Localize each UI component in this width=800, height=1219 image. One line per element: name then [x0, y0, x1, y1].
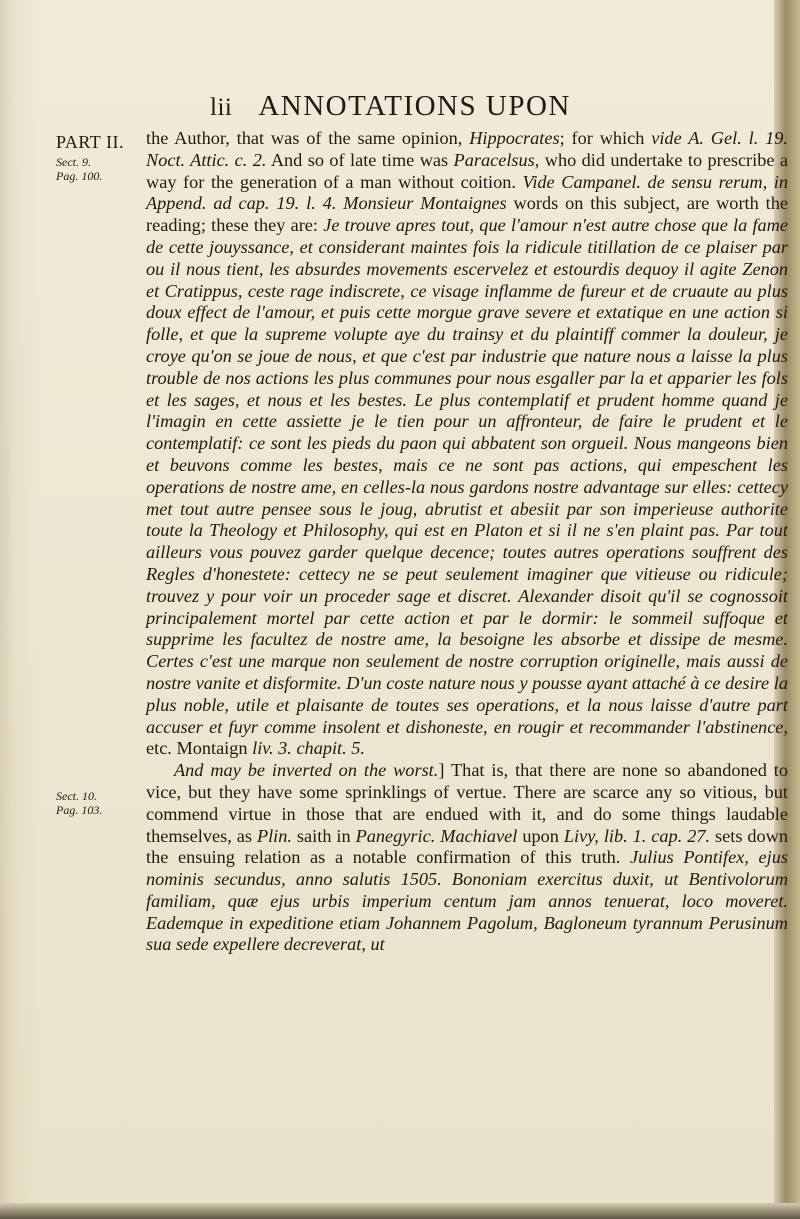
margin-sect-9: Sect. 9.	[56, 155, 91, 170]
margin-sect-10: Sect. 10.	[56, 789, 97, 803]
italic-run: And may be inverted on the worst.	[174, 760, 439, 781]
latin-quotation: Julius Pontifex, ejus nominis secundus, anno salutis 1505. Bononiam exercitus duxit, ut Bentivolorum familiam, quæ ejus urbis imperium centum jam annos tenuerat, loco moveret. Eademque in expeditione etiam Johannem Pagolum, Bagloneum tyrannum Perusinum sua sede expellere decreverat, ut	[146, 847, 788, 955]
italic-run: Plin.	[256, 825, 292, 846]
page-header	[210, 90, 640, 123]
text-run: And so of late time was	[266, 149, 454, 170]
body-text	[146, 128, 788, 956]
running-title: ANNOTATIONS UPON	[258, 90, 571, 122]
italic-run: Paracelsus	[453, 149, 535, 170]
italic-run: liv. 3. chapit. 5.	[252, 738, 365, 759]
text-run: ; for which	[559, 128, 652, 148]
margin-part-label: PART II.	[56, 132, 124, 152]
italic-run: Livy, lib. 1. cap. 27.	[563, 825, 711, 846]
paragraph-2	[146, 760, 788, 956]
margin-notes	[56, 132, 146, 818]
text-run: words on this subject, are worth the reading; these they are:	[146, 193, 788, 236]
page-bottom-shadow	[0, 1203, 800, 1219]
french-quotation: Je trouve apres tout, que l'amour n'est autre chose que la fame de cette jouyssance, et considerant maintes fois la ridicule titillation de ce plaiser par ou il nous tient, les absurdes movements escervelez et estourdis dequoy il agite Zenon et Cratippus, ceste rage indiscrete, ce visage inflamme de fureur et de cruaute au plus doux effect de l'amour, et puis cette morgue grave severe et extatique en une action si folle, et que la supreme volupte aye du trainsy et du plaintiff commer la douleur, je croye qu'on se joue de nous, et que c'est par industrie que nature nous a laisse la plus trouble de nos actions les plus communes pour nous esgaller par la et apparier les fols et les sages, et nous et les bestes. Le plus contemplatif et prudent homme quand je l'imagin en cette assiette je le tien pour un affronteur, de faire le prudent et le contemplatif: ce sont les pieds du paon qui abbatent son orgueil. Nous mangeons bien et beuvons comme les bestes, mais ce ne sont pas actions, qui empeschent les operations de nostre ame, en celles-la nous gardons nostre advantage sur elles: cettecy met tout autre pensee sous le joug, abrutist et abesiit par son imperieuse authorite toute la Theology et Philosophy, qui est en Platon et si il ne s'en plaint pas. Par tout ailleurs vous pouvez garder quelque decence; toutes autres operations souffrent des Regles d'honestete: cettecy ne se peut seulement imaginer que vitieuse ou ridicule; trouvez y pour voir un proceder sage et discret. Alexander disoit qu'il se cognossoit principalement mortel par cette action et par le dormir: le sommeil suffoque et supprime les facultez de nostre ame, la besoigne les absorbe et dissipe de mesme. Certes c'est une marque non seulement de nostre corruption originelle, mais aussi de nostre vanite et disformite. D'un coste nature nous y pousse ayant attaché à ce desire la plus noble, utile et plaisante de toutes ses operations, et la nous laisse d'autre part accuser et fuyr comme insolent et dishoneste, en rougir et recommander l'abstinence,	[146, 215, 789, 737]
margin-pag-100: Pag. 100.	[56, 169, 103, 184]
italic-run: Vide Campanel. de sensu rerum, in Append. ad cap. 19. l. 4. Monsieur Montaignes	[146, 171, 788, 214]
italic-run: Panegyric. Machiavel	[355, 825, 518, 846]
text-run: etc. Montaign	[146, 738, 253, 759]
text-run: the Author, that was of the same opinion,	[146, 128, 470, 148]
text-run: sets down the ensuing relation as a notable confirmation of this truth.	[146, 825, 789, 868]
page-number: lii	[210, 94, 233, 121]
margin-pag-103: Pag. 103.	[56, 803, 103, 818]
paragraph-1	[146, 128, 788, 760]
italic-run: Hippocrates	[469, 128, 560, 148]
text-run: ] That is, that there are none so abandoned to vice, but they have some sprinklings of vertue. There are scarce any so vitious, but commend virtue in those that are endued with it, and do some things laudable themselves, as	[146, 760, 788, 846]
text-run: upon	[517, 825, 564, 846]
text-run: saith in	[291, 825, 356, 846]
italic-run: vide A. Gel. l. 19. Noct. Attic. c. 2.	[146, 128, 788, 170]
margin-note-group-2	[56, 789, 102, 817]
text-run: , who did undertake to prescribe a way for the generation of a man without coition.	[146, 149, 788, 192]
